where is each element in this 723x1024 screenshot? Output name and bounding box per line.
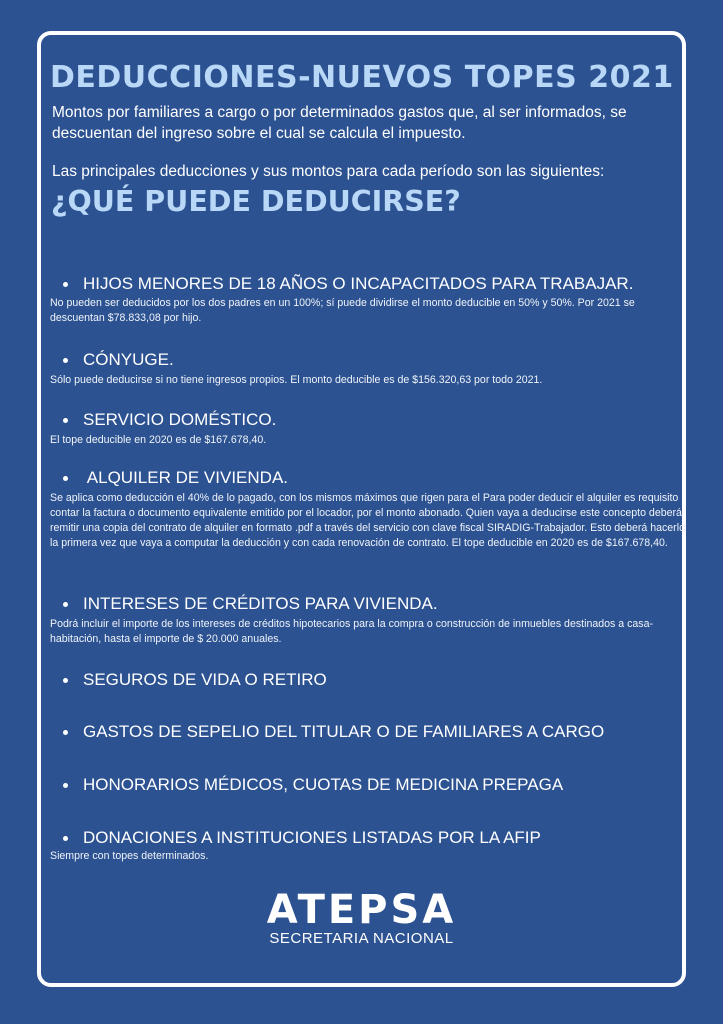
intro-text: Montos por familiares a cargo o por determinados gastos que, al ser informados, se descuentan del ingreso sobre el cual se calcula el impuesto. <box>52 104 627 142</box>
deduction-heading-text: ALQUILER DE VIVIENDA. <box>83 468 289 487</box>
section-subtitle: ¿QUÉ PUEDE DEDUCIRSE? <box>51 185 461 218</box>
deduction-heading <box>63 274 690 294</box>
bullet-icon <box>63 783 68 788</box>
deduction-desc: Siempre con topes determinados. <box>50 850 209 862</box>
document-content <box>50 60 690 218</box>
deduction-heading-text: SEGUROS DE VIDA O RETIRO <box>83 670 327 689</box>
deduction-heading-text: HIJOS MENORES DE 18 AÑOS O INCAPACITADOS PARA TRABAJAR. <box>83 274 634 293</box>
logo-wordmark: ATEPSA <box>266 887 457 933</box>
deduction-heading <box>63 670 690 690</box>
deduction-heading <box>63 722 690 742</box>
deduction-item-honorarios <box>50 775 690 795</box>
deduction-desc: Se aplica como deducción el 40% de lo pagado, con los mismos máximos que rigen para el Para poder deducir el alquiler es requisito contar la factura o documento equivalente emitido por el locador, por el monto abonado. Quien vaya a deducirse este concepto deberá remitir una copia del contrato de alquiler en formato .pdf a través del servicio con clave fiscal SIRADIG-Trabajador. Esto deberá hacerlo la primera vez que vaya a computar la deducción y con cada renovación de contrato. El tope deducible en 2020 es de $167.678,40. <box>50 492 685 549</box>
deduction-desc: Podrá incluir el importe de los intereses de créditos hipotecarios para la compra o construcción de inmuebles destinados a casa-habitación, hasta el importe de $ 20.000 anuales. <box>50 618 653 645</box>
deduction-heading <box>63 350 690 370</box>
page-title: DEDUCCIONES-NUEVOS TOPES 2021 <box>50 60 674 95</box>
deduction-heading-text: GASTOS DE SEPELIO DEL TITULAR O DE FAMILIARES A CARGO <box>83 722 605 741</box>
deduction-item-intereses <box>50 594 690 647</box>
deduction-heading-text: INTERESES DE CRÉDITOS PARA VIVIENDA. <box>83 594 438 613</box>
bullet-icon <box>63 602 68 607</box>
deduction-item-alquiler <box>50 468 690 551</box>
bullet-icon <box>63 282 68 287</box>
deduction-heading <box>63 775 690 795</box>
deduction-heading <box>63 410 690 430</box>
bullet-icon <box>63 418 68 423</box>
deduction-desc: Sólo puede deducirse si no tiene ingresos propios. El monto deducible es de $156.320,63 por todo 2021. <box>50 374 543 386</box>
deduction-item-donaciones <box>50 828 690 864</box>
bullet-icon <box>63 358 68 363</box>
deduction-item-sepelio <box>50 722 690 742</box>
deduction-heading <box>63 468 690 488</box>
bullet-icon <box>63 836 68 841</box>
deduction-desc: No pueden ser deducidos por los dos padres en un 100%; sí puede dividirse el monto deducible en 50% y 50%. Por 2021 se descuentan $78.833,08 por hijo. <box>50 297 635 324</box>
deduction-heading <box>63 594 690 614</box>
logo-subtitle: SECRETARIA NACIONAL <box>269 930 454 947</box>
deduction-item-servicio <box>50 410 690 448</box>
deduction-desc: El tope deducible en 2020 es de $167.678,40. <box>50 434 267 446</box>
deduction-item-conyuge <box>50 350 690 388</box>
deduction-heading-text: SERVICIO DOMÉSTICO. <box>83 410 277 429</box>
deduction-item-seguros <box>50 670 690 690</box>
bullet-icon <box>63 678 68 683</box>
deduction-heading-text: HONORARIOS MÉDICOS, CUOTAS DE MEDICINA PREPAGA <box>83 775 564 794</box>
deduction-heading <box>63 828 690 848</box>
intro-text-2: Las principales deducciones y sus montos para cada período son las siguientes: <box>52 163 605 180</box>
deduction-heading-text: CÓNYUGE. <box>83 350 174 369</box>
atepsa-logo <box>0 888 723 947</box>
deduction-heading-text: DONACIONES A INSTITUCIONES LISTADAS POR LA AFIP <box>83 828 541 847</box>
bullet-icon <box>63 730 68 735</box>
bullet-icon <box>63 476 68 481</box>
deduction-item-hijos <box>50 274 690 326</box>
